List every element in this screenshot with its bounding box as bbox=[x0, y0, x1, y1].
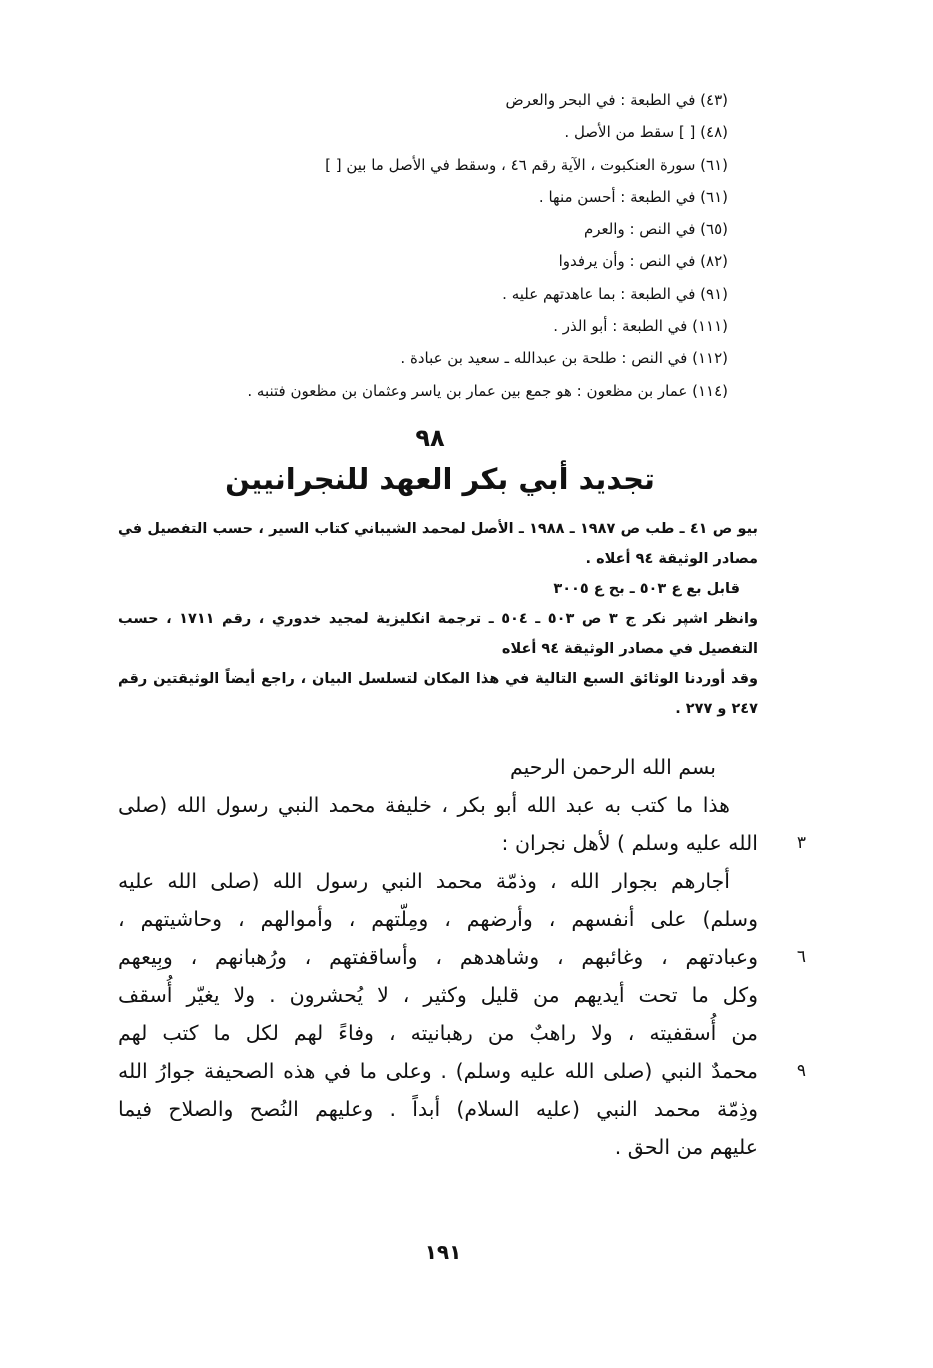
sources-block bbox=[118, 514, 758, 724]
body-line bbox=[118, 1052, 806, 1090]
footnotes-list bbox=[168, 84, 728, 407]
footnote-item: (٤٣) في الطبعة : في البحر والعرض bbox=[505, 91, 728, 109]
document-body bbox=[118, 748, 806, 1166]
footnote-item: (٦١) في الطبعة : أحسن منها . bbox=[538, 187, 728, 206]
footnote-item: (٦١) سورة العنكبوت ، الآية رقم ٤٦ ، وسقط في الأصل ما بين [ ] bbox=[325, 155, 728, 174]
body-line-text: عليهم من الحق . bbox=[614, 1135, 758, 1159]
footnote-item: (٨٢) في النص : وأن يرفدوا bbox=[558, 252, 728, 271]
footnote-item: (٤٨) [ ] سقط من الأصل . bbox=[564, 123, 728, 142]
line-number: ٩ bbox=[796, 1061, 806, 1081]
body-line bbox=[118, 1128, 758, 1166]
footnote-item: (١١١) في الطبعة : أبو الذر . bbox=[553, 317, 728, 336]
line-number: ٣ bbox=[796, 833, 806, 853]
body-line bbox=[118, 824, 806, 862]
body-line-text: وعبادتهم ، وغائبهم ، وشاهدهم ، وأساقفتهم ، ورُهبانهم ، وبِيعهم bbox=[118, 945, 758, 969]
body-line bbox=[118, 1014, 758, 1052]
body-line bbox=[118, 938, 806, 976]
document-title: تجديد أبي بكر العهد للنجرانيين bbox=[225, 462, 655, 496]
body-line bbox=[118, 976, 758, 1014]
sources-paragraph: بيو ص ٤١ ـ طب ص ١٩٨٧ ـ ١٩٨٨ ـ الأصل لمحمد الشيباني كتاب السير ، حسب التفصيل في مصادر الوثيقة ٩٤ أعلاه . bbox=[118, 521, 758, 567]
footnote-item: (٩١) في الطبعة : بما عاهدتهم عليه . bbox=[502, 284, 728, 303]
body-line-text: محمدٌ النبي (صلى الله عليه وسلم) . وعلى ما في هذه الصحيفة جوارُ الله bbox=[118, 1059, 758, 1083]
body-line-text: وذِمّة محمد النبي (عليه السلام) أبداً . وعليهم النُصح والصلاح فيما bbox=[118, 1097, 758, 1121]
body-line-text: الله عليه وسلم ) لأهل نجران : bbox=[501, 831, 758, 855]
body-line bbox=[118, 900, 758, 938]
body-line bbox=[118, 786, 758, 824]
body-line-text: وكل ما تحت أيديهم من قليل وكثير ، لا يُحشرون . ولا يغيّر أُسقف bbox=[118, 983, 758, 1007]
sources-paragraph: وانظر اشپر نكر ج ٣ ص ٥٠٣ ـ ٥٠٤ ـ ترجمة انكليزية لمجيد خدوري ، رقم ١٧١١ ، حسب التفصيل في مصادر الوثيقة ٩٤ أعلاه bbox=[118, 611, 758, 657]
sources-paragraph: قابل بع ع ٥٠٣ ـ بح ع ٣٠٠٥ bbox=[553, 581, 740, 597]
footnote-item: (١١٤) عمار بن مظعون : هو جمع بين عمار بن ياسر وعثمان بن مظعون فتنبه . bbox=[247, 381, 728, 400]
sources-paragraph: وقد أوردنا الوثائق السبع التالية في هذا المكان لتسلسل البيان ، راجع أيضاً الوثيقتين رقم ٢٤٧ و ٢٧٧ . bbox=[118, 671, 758, 717]
body-line-text: هذا ما كتب به عبد الله أبو بكر ، خليفة محمد النبي رسول الله (صلى bbox=[118, 793, 730, 817]
document-number: ٩٨ bbox=[415, 424, 445, 452]
body-line-text: من أُسقفيته ، ولا راهبٌ من رهبانيته ، وفاءً لهم لكل ما كتب لهم bbox=[118, 1021, 758, 1045]
footnote-item: (١١٢) في النص : طلحة بن عبدالله ـ سعيد بن عبادة . bbox=[400, 349, 728, 368]
page-number: ١٩١ bbox=[424, 1240, 462, 1264]
body-line-text: وسلم) على أنفسهم ، وأرضهم ، ومِلّتهم ، وأموالهم ، وحاشيتهم ، bbox=[118, 907, 758, 931]
body-line bbox=[118, 748, 758, 786]
body-line-text: أجارهم بجوار الله ، وذمّة محمد النبي رسول الله (صلى الله عليه bbox=[118, 869, 730, 893]
body-line bbox=[118, 862, 758, 900]
body-line-text: بسم الله الرحمن الرحيم bbox=[509, 755, 716, 779]
footnote-item: (٦٥) في النص : والعرم bbox=[583, 220, 728, 239]
line-number: ٦ bbox=[796, 947, 806, 967]
body-line bbox=[118, 1090, 758, 1128]
